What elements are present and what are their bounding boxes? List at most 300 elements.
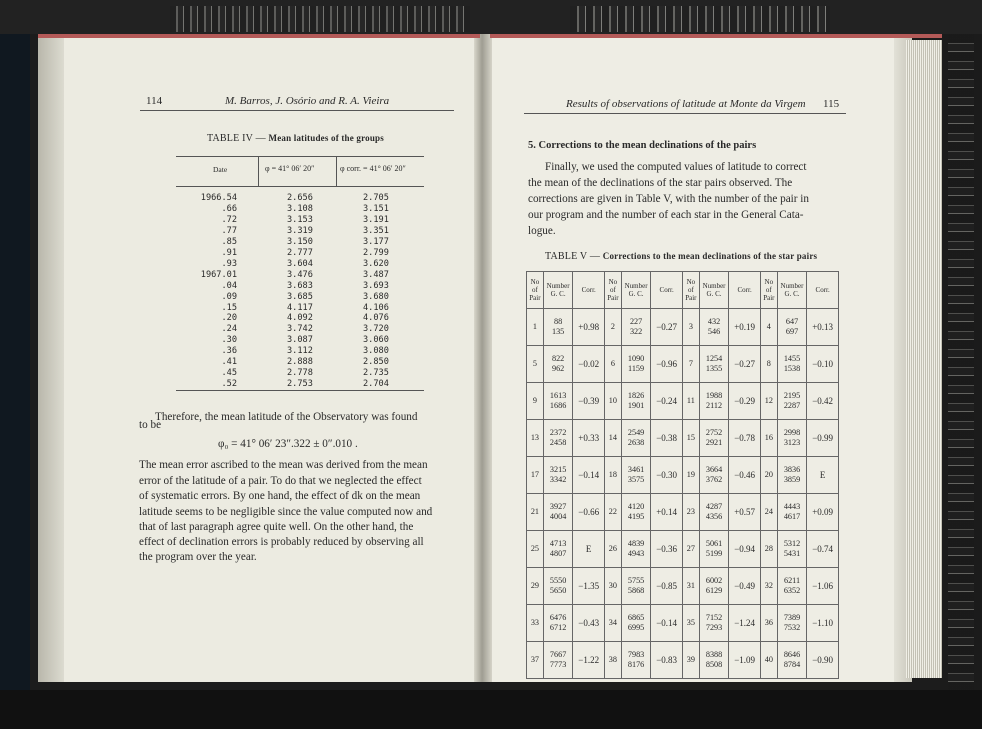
table5-gc-number: 8646 xyxy=(783,649,801,659)
page-edge-stain-left xyxy=(38,34,480,38)
table4-cell-phi-corr: 3.060 xyxy=(363,335,389,345)
table4-header-phi: φ = 41° 06′ 20″ xyxy=(265,164,315,173)
table5-gc-number: 3859 xyxy=(783,475,801,484)
table5-gc-number: 4943 xyxy=(627,549,645,558)
table4-cell-phi: 3.108 xyxy=(287,204,313,214)
table5-gc-number: 322 xyxy=(629,327,643,336)
table5-cell-gc-numbers xyxy=(621,568,651,605)
table4-cell-phi: 3.685 xyxy=(287,292,313,302)
table5-gc-number: 2287 xyxy=(783,401,801,410)
table5-cell-pair-no: 15 xyxy=(682,420,699,457)
table5-cell-gc-numbers xyxy=(777,383,807,420)
table5-gc-number: 2638 xyxy=(627,438,645,447)
table5-header-pair-no-label: No of Pair xyxy=(529,278,541,302)
table5-gc-number: 5431 xyxy=(783,549,801,558)
table5-cell-gc-numbers xyxy=(621,531,651,568)
table5-gc-number: 2549 xyxy=(627,427,645,437)
table5-gc-number: 1159 xyxy=(628,364,645,373)
table5-cell-corr: −0.83 xyxy=(651,642,683,679)
table5-cell-corr: −0.43 xyxy=(573,605,605,642)
table5-gc-number: 6211 xyxy=(783,575,801,585)
table5-gc-number: 5650 xyxy=(549,586,567,595)
table4-cell-date: .15 xyxy=(221,303,237,313)
table5-header-pair-no xyxy=(682,272,699,309)
table5-cell-pair-no: 37 xyxy=(527,642,544,679)
right-paragraph-line-4: our program and the number of each star in the General Cata- xyxy=(528,209,804,221)
table5-header-corr xyxy=(729,272,761,309)
table4-header-date: Date xyxy=(213,165,228,174)
table5-gc-number: 647 xyxy=(785,316,799,326)
table5-row xyxy=(527,346,839,383)
table5-gc-number: 5061 xyxy=(705,538,723,548)
table4-cell-phi-corr: 3.620 xyxy=(363,259,389,269)
table5-cell-gc-numbers xyxy=(543,494,573,531)
right-page-number: 115 xyxy=(823,98,840,110)
table5-cell-gc-numbers xyxy=(699,420,729,457)
table4-cell-date: 1967.01 xyxy=(200,270,237,280)
table5-gc-number: 3664 xyxy=(705,464,723,474)
table5-header-gc-number xyxy=(777,272,807,309)
table5-cell-corr: −0.49 xyxy=(729,568,761,605)
table5-gc-number: 3123 xyxy=(783,438,801,447)
table4-cell-date: .36 xyxy=(221,346,237,356)
table4-cell-phi: 3.087 xyxy=(287,335,313,345)
table5-cell-gc-numbers xyxy=(777,531,807,568)
latitude-formula: φ₀ = 41° 06′ 23″.322 ± 0″.010 . xyxy=(218,438,358,450)
table5-cell-corr: −0.85 xyxy=(651,568,683,605)
table5-gc-number: 2998 xyxy=(783,427,801,437)
table5-cell-pair-no: 36 xyxy=(760,605,777,642)
table5-cell-corr: −0.30 xyxy=(651,457,683,494)
table4-cell-phi: 3.153 xyxy=(287,215,313,225)
table5-gc-number: 5755 xyxy=(627,575,645,585)
table4-header-rule xyxy=(176,186,424,187)
table5-cell-corr: +0.98 xyxy=(573,309,605,346)
table5-gc-number: 2195 xyxy=(783,390,801,400)
table5-cell-gc-numbers xyxy=(543,383,573,420)
table5-cell-gc-numbers xyxy=(621,605,651,642)
table5-header-gc-number xyxy=(543,272,573,309)
table5-cell-corr: −0.94 xyxy=(729,531,761,568)
table5-cell-gc-numbers xyxy=(699,605,729,642)
table5-cell-corr: −1.22 xyxy=(573,642,605,679)
table4-cell-phi-corr: 3.720 xyxy=(363,324,389,334)
table5-gc-number: 7293 xyxy=(705,623,723,632)
table5-gc-number: 4287 xyxy=(705,501,723,511)
table5-cell-gc-numbers xyxy=(543,346,573,383)
table5-cell-corr: −0.38 xyxy=(651,420,683,457)
table5-cell-pair-no: 11 xyxy=(682,383,699,420)
right-running-head: Results of observations of latitude at Monte da Virgem xyxy=(566,98,806,110)
table4-cell-date: .41 xyxy=(221,357,237,367)
left-paragraph-2-line-7: the program over the year. xyxy=(139,551,257,563)
table5-cell-pair-no: 6 xyxy=(604,346,621,383)
table5-cell-pair-no: 13 xyxy=(527,420,544,457)
table5-gc-number: 4356 xyxy=(705,512,723,521)
table5-cell-gc-numbers xyxy=(699,642,729,679)
book-cover-right xyxy=(940,34,982,694)
table4-cell-phi-corr: 3.191 xyxy=(363,215,389,225)
table4-cell-phi: 2.778 xyxy=(287,368,313,378)
table5-gc-number: 4807 xyxy=(549,549,567,558)
table5-cell-corr: E xyxy=(573,531,605,568)
table5-cell-corr: −0.29 xyxy=(729,383,761,420)
book-bottom-edge xyxy=(0,690,982,729)
table4-cell-phi: 3.319 xyxy=(287,226,313,236)
table5-cell-corr: −0.02 xyxy=(573,346,605,383)
table5-cell-corr: −0.24 xyxy=(651,383,683,420)
table5-cell-gc-numbers xyxy=(699,494,729,531)
table4-header-phi-corr: φ corr. = 41° 06′ 20″ xyxy=(340,164,406,173)
table5-gc-number: 5868 xyxy=(627,586,645,595)
table4-cell-phi: 2.753 xyxy=(287,379,313,389)
table5-cell-pair-no: 31 xyxy=(682,568,699,605)
table5-cell-gc-numbers xyxy=(621,346,651,383)
table5-row xyxy=(527,531,839,568)
table5-gc-number: 6712 xyxy=(549,623,567,632)
table5-cell-pair-no: 26 xyxy=(604,531,621,568)
table4-cell-phi: 3.604 xyxy=(287,259,313,269)
left-paragraph-2-line-6: effect of declination errors is probably reduced by observing all xyxy=(139,536,424,548)
table5-row xyxy=(527,309,839,346)
table5-row xyxy=(527,494,839,531)
table5-caption-title: Corrections to the mean declinations of the star pairs xyxy=(602,251,818,261)
table5-gc-number: 2921 xyxy=(705,438,723,447)
left-page-number: 114 xyxy=(146,95,163,107)
table5-cell-corr: −1.24 xyxy=(729,605,761,642)
table5-cell-gc-numbers xyxy=(699,383,729,420)
table5-cell-pair-no: 10 xyxy=(604,383,621,420)
table5-gc-number: 1538 xyxy=(783,364,801,373)
table5-cell-pair-no: 5 xyxy=(527,346,544,383)
table5-cell-gc-numbers xyxy=(699,346,729,383)
table5-row xyxy=(527,605,839,642)
table5-cell-corr: −0.14 xyxy=(651,605,683,642)
table5-cell-gc-numbers xyxy=(543,642,573,679)
table5-row xyxy=(527,457,839,494)
table5-cell-corr: −0.27 xyxy=(729,346,761,383)
table5-cell-corr: −0.66 xyxy=(573,494,605,531)
table5-cell-corr: −0.39 xyxy=(573,383,605,420)
table5-gc-number: 8508 xyxy=(705,660,723,669)
table5-header-gc-number-label: Number G. C. xyxy=(702,282,726,298)
table4-cell-date: .04 xyxy=(221,281,237,291)
table5-cell-pair-no: 2 xyxy=(604,309,621,346)
table5-row xyxy=(527,383,839,420)
table5-cell-gc-numbers xyxy=(777,346,807,383)
table5-gc-number: 6995 xyxy=(627,623,645,632)
left-paragraph-1-line-2: to be xyxy=(139,419,162,431)
table5-gc-number: 7389 xyxy=(783,612,801,622)
table5-header-corr-label: Corr. xyxy=(659,286,674,294)
table5-gc-number: 88 xyxy=(554,316,563,326)
table4-cell-phi: 3.683 xyxy=(287,281,313,291)
table5-cell-corr: +0.13 xyxy=(807,309,839,346)
table4-cell-phi-corr: 3.080 xyxy=(363,346,389,356)
table5-cell-corr: +0.19 xyxy=(729,309,761,346)
table5-gc-number: 3342 xyxy=(549,475,567,484)
table5-gc-number: 3215 xyxy=(549,464,567,474)
table4-cell-date: .85 xyxy=(221,237,237,247)
table5-cell-pair-no: 7 xyxy=(682,346,699,383)
table5-gc-number: 1613 xyxy=(549,390,567,400)
table5-gc-number: 5199 xyxy=(705,549,723,558)
table5-gc-number: 4839 xyxy=(627,538,645,548)
table5-gc-number: 6129 xyxy=(705,586,723,595)
table5-row xyxy=(527,642,839,679)
table5-header-pair-no-label: No of Pair xyxy=(685,278,697,302)
table5-gc-number: 2752 xyxy=(705,427,723,437)
table5-cell-pair-no: 34 xyxy=(604,605,621,642)
section-5-title: 5. Corrections to the mean declinations of the pairs xyxy=(528,140,757,151)
table4-cell-phi-corr: 3.693 xyxy=(363,281,389,291)
table5-gc-number: 962 xyxy=(551,364,565,373)
table5-cell-corr: −0.42 xyxy=(807,383,839,420)
table4-cell-phi: 3.112 xyxy=(287,346,313,356)
table5-cell-corr: −1.10 xyxy=(807,605,839,642)
table5-header-pair-no xyxy=(604,272,621,309)
table4-caption-prefix: TABLE IV — xyxy=(207,133,269,144)
table4-header-divider-2 xyxy=(336,157,337,186)
table5-gc-number: 546 xyxy=(707,327,721,336)
table5-cell-pair-no: 38 xyxy=(604,642,621,679)
table5-cell-pair-no: 27 xyxy=(682,531,699,568)
table5-cell-gc-numbers xyxy=(777,568,807,605)
table5-header-corr xyxy=(807,272,839,309)
table5-cell-corr: +0.14 xyxy=(651,494,683,531)
table5-gc-number: 2372 xyxy=(549,427,567,437)
right-paragraph-line-2: the mean of the declinations of the star pairs observed. The xyxy=(528,177,793,189)
table4-cell-phi: 2.888 xyxy=(287,357,313,367)
table5-row xyxy=(527,568,839,605)
table5-cell-gc-numbers xyxy=(777,420,807,457)
table5-cell-gc-numbers xyxy=(777,309,807,346)
table5-cell-pair-no: 30 xyxy=(604,568,621,605)
table5-gc-number: 8784 xyxy=(783,660,801,669)
table5-gc-number: 1988 xyxy=(705,390,723,400)
table5-cell-gc-numbers xyxy=(621,642,651,679)
table5-cell-gc-numbers xyxy=(621,420,651,457)
left-paragraph-2-line-5: that of last paragraph agree quite well. On the other hand, the xyxy=(139,521,414,533)
table5-cell-gc-numbers xyxy=(699,309,729,346)
table5-header-corr-label: Corr. xyxy=(581,286,596,294)
table5-cell-corr: +0.09 xyxy=(807,494,839,531)
table5-cell-pair-no: 4 xyxy=(760,309,777,346)
table5-cell-pair-no: 1 xyxy=(527,309,544,346)
table5-gc-number: 1254 xyxy=(705,353,723,363)
table4-cell-date: .77 xyxy=(221,226,237,236)
table5-cell-corr: +0.57 xyxy=(729,494,761,531)
table5-cell-pair-no: 25 xyxy=(527,531,544,568)
table4-top-rule xyxy=(176,156,424,157)
table5-header-pair-no-label: No of Pair xyxy=(607,278,619,302)
table5-gc-number: 5550 xyxy=(549,575,567,585)
table4-cell-phi: 2.777 xyxy=(287,248,313,258)
table5-gc-number: 7152 xyxy=(705,612,723,622)
table4-cell-date: .20 xyxy=(221,313,237,323)
table5-cell-corr: −0.99 xyxy=(807,420,839,457)
table5-cell-corr: −0.78 xyxy=(729,420,761,457)
left-paragraph-2-line-4: latitude seems to be negligible since the value computed now and xyxy=(139,506,433,518)
table4-cell-phi-corr: 3.177 xyxy=(363,237,389,247)
table4-cell-phi-corr: 2.735 xyxy=(363,368,389,378)
table5-gc-number: 3575 xyxy=(627,475,645,484)
table5-cell-gc-numbers xyxy=(621,309,651,346)
table5-cell-corr: −0.96 xyxy=(651,346,683,383)
table5-header-gc-number-label: Number G. C. xyxy=(780,282,804,298)
table5-gc-number: 6352 xyxy=(783,586,801,595)
table5-header-corr-label: Corr. xyxy=(815,286,830,294)
table5-cell-pair-no: 3 xyxy=(682,309,699,346)
table5-gc-number: 4443 xyxy=(783,501,801,511)
table5-gc-number: 1901 xyxy=(627,401,645,410)
table5-cell-corr: −0.74 xyxy=(807,531,839,568)
table5-cell-pair-no: 8 xyxy=(760,346,777,383)
left-paragraph-2-line-3: of systematic errors. By one hand, the effect of dk on the mean xyxy=(139,490,421,502)
table4-cell-date: .91 xyxy=(221,248,237,258)
table5-header-gc-number-label: Number G. C. xyxy=(546,282,570,298)
table4-cell-phi: 3.742 xyxy=(287,324,313,334)
table5-cell-corr: −0.90 xyxy=(807,642,839,679)
table5-cell-pair-no: 16 xyxy=(760,420,777,457)
left-header-rule xyxy=(140,110,454,111)
table5-cell-gc-numbers xyxy=(543,309,573,346)
left-page xyxy=(38,34,480,682)
table5-cell-pair-no: 9 xyxy=(527,383,544,420)
table5-cell-pair-no: 19 xyxy=(682,457,699,494)
table5-header-pair-no xyxy=(527,272,544,309)
table5-cell-pair-no: 22 xyxy=(604,494,621,531)
table5-gc-number: 3836 xyxy=(783,464,801,474)
table5-cell-gc-numbers xyxy=(777,642,807,679)
table5-cell-gc-numbers xyxy=(543,457,573,494)
table5-cell-pair-no: 35 xyxy=(682,605,699,642)
table4-cell-phi: 4.092 xyxy=(287,313,313,323)
table5-header-gc-number-label: Number G. C. xyxy=(624,282,648,298)
right-paragraph-line-3: corrections are given in Table V, with the number of the pair in xyxy=(528,193,810,205)
table5-cell-pair-no: 20 xyxy=(760,457,777,494)
left-running-head: M. Barros, J. Osório and R. A. Vieira xyxy=(225,95,390,107)
table4-cell-phi-corr: 3.151 xyxy=(363,204,389,214)
table5-gc-number: 697 xyxy=(785,327,799,336)
table5-cell-corr: −0.36 xyxy=(651,531,683,568)
table4-cell-date: .45 xyxy=(221,368,237,378)
table5-cell-corr: −1.06 xyxy=(807,568,839,605)
left-paragraph-2-line-2: error of the latitude of a pair. To do that we neglected the effect xyxy=(139,475,422,487)
table5-gc-number: 822 xyxy=(551,353,565,363)
table5-gc-number: 2112 xyxy=(706,401,723,410)
table5-cell-gc-numbers xyxy=(699,531,729,568)
table5-cell-pair-no: 40 xyxy=(760,642,777,679)
table4-caption-title: Mean latitudes of the groups xyxy=(268,133,384,143)
table5-gc-number: 7983 xyxy=(627,649,645,659)
table5-cell-pair-no: 14 xyxy=(604,420,621,457)
right-paragraph-line-5: logue. xyxy=(528,225,556,237)
table5-cell-gc-numbers xyxy=(777,457,807,494)
table5-cell-pair-no: 29 xyxy=(527,568,544,605)
table5-header-row xyxy=(527,272,839,309)
table5-cell-gc-numbers xyxy=(699,457,729,494)
table5-gc-number: 8388 xyxy=(705,649,723,659)
table4-bottom-rule xyxy=(176,390,424,391)
table4-cell-date: .09 xyxy=(221,292,237,302)
table5-row xyxy=(527,420,839,457)
table4-cell-date: .24 xyxy=(221,324,237,334)
table5-cell-pair-no: 28 xyxy=(760,531,777,568)
right-header-rule xyxy=(524,113,846,114)
left-paragraph-2-line-1: The mean error ascribed to the mean was derived from the mean xyxy=(139,459,428,471)
table5-gc-number: 135 xyxy=(551,327,565,336)
book-top-edge xyxy=(0,0,982,34)
table5-gc-number: 227 xyxy=(629,316,643,326)
table5-gc-number: 8176 xyxy=(627,660,645,669)
table5-cell-pair-no: 24 xyxy=(760,494,777,531)
table5-cell-gc-numbers xyxy=(777,605,807,642)
table5-gc-number: 4004 xyxy=(549,512,567,521)
table4-cell-phi-corr: 3.351 xyxy=(363,226,389,236)
table4-cell-date: .30 xyxy=(221,335,237,345)
table5-gc-number: 3461 xyxy=(627,464,645,474)
table5-cell-pair-no: 23 xyxy=(682,494,699,531)
table4-cell-phi-corr: 3.487 xyxy=(363,270,389,280)
table5-cell-pair-no: 12 xyxy=(760,383,777,420)
table5-header-corr xyxy=(573,272,605,309)
table5-gc-number: 3762 xyxy=(705,475,723,484)
table5-cell-corr: −0.10 xyxy=(807,346,839,383)
table5-gc-number: 3927 xyxy=(549,501,567,511)
table5-cell-corr: −0.27 xyxy=(651,309,683,346)
table5-gc-number: 7532 xyxy=(783,623,801,632)
table5-cell-corr: +0.33 xyxy=(573,420,605,457)
table5-gc-number: 6865 xyxy=(627,612,645,622)
table5-cell-pair-no: 39 xyxy=(682,642,699,679)
table5-gc-number: 6002 xyxy=(705,575,723,585)
table5-cell-pair-no: 18 xyxy=(604,457,621,494)
right-paragraph-line-1: Finally, we used the computed values of latitude to correct xyxy=(545,161,807,173)
table4-cell-date: .52 xyxy=(221,379,237,389)
table5-gc-number: 1455 xyxy=(783,353,801,363)
table5-cell-corr: −0.46 xyxy=(729,457,761,494)
table4-cell-phi-corr: 4.106 xyxy=(363,303,389,313)
table5-gc-number: 1090 xyxy=(627,353,645,363)
page-stack xyxy=(906,40,942,678)
table5-gc-number: 4713 xyxy=(549,538,567,548)
table5-gc-number: 6476 xyxy=(549,612,567,622)
table5-header-pair-no-label: No of Pair xyxy=(763,278,775,302)
table5-cell-corr: −0.14 xyxy=(573,457,605,494)
table5-gc-number: 4617 xyxy=(783,512,801,521)
table5-gc-number: 7667 xyxy=(549,649,567,659)
table4-cell-phi: 2.656 xyxy=(287,193,313,203)
table5-cell-gc-numbers xyxy=(543,531,573,568)
table5-gc-number: 7773 xyxy=(549,660,567,669)
table5-cell-gc-numbers xyxy=(543,605,573,642)
table4-cell-phi-corr: 2.850 xyxy=(363,357,389,367)
table5-cell-gc-numbers xyxy=(621,457,651,494)
table4-cell-date: .93 xyxy=(221,259,237,269)
table4-cell-date: .72 xyxy=(221,215,237,225)
table4-header-divider-1 xyxy=(258,157,259,186)
table5-header-gc-number xyxy=(621,272,651,309)
table5-gc-number: 4195 xyxy=(627,512,645,521)
table5-cell-pair-no: 32 xyxy=(760,568,777,605)
table4-cell-phi-corr: 2.799 xyxy=(363,248,389,258)
page-edge-stain-right xyxy=(490,34,942,38)
table5 xyxy=(526,271,839,679)
table5-header-corr xyxy=(651,272,683,309)
table5-cell-gc-numbers xyxy=(699,568,729,605)
table5-gc-number: 1826 xyxy=(627,390,645,400)
